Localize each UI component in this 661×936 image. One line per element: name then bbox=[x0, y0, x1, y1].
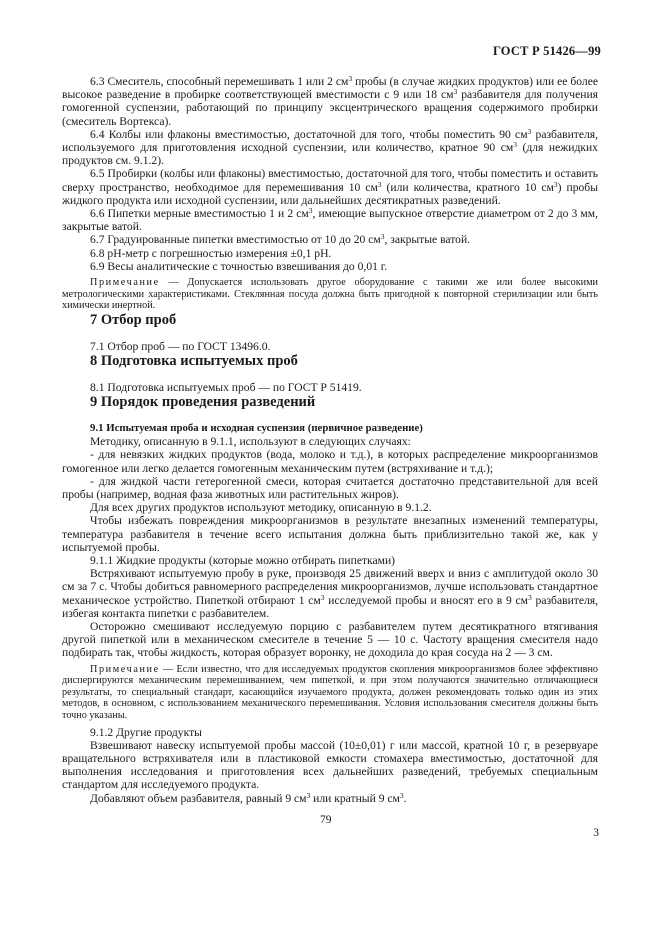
paragraph-weigh: Взвешивают навеску испытуемой пробы массой (10±0,01) г или массой, кратной 10 г, в резервуаре вращательного встряхивателя или в пластиковой емкости стомахера вместимостью, достаточной для выполнения исследования и приготовления всех дальнейших разведений, требуемых специальным стандартом для исследуемого продукта. bbox=[62, 738, 598, 792]
document-body bbox=[62, 75, 598, 805]
note-equipment bbox=[62, 277, 598, 312]
superscript: 3 bbox=[306, 790, 311, 800]
paragraph-6-8: 6.8 pH-метр с погрешностью измерения ±0,1 pH. bbox=[90, 246, 332, 260]
text-span: 6.3 Смеситель, способный перемешивать 1 или 2 см bbox=[90, 75, 349, 88]
text-span: или кратный 9 см bbox=[310, 791, 400, 805]
text-span: пробы (в случае жидких продуктов) или ее более высокое разведение в пробирке соответствующей вместимости с 9 или 18 см bbox=[62, 75, 598, 102]
section-9-title: 9 Порядок проведения разведений bbox=[90, 394, 316, 411]
paragraph-7-1: 7.1 Отбор проб — по ГОСТ 13496.0. bbox=[90, 339, 271, 353]
section-8-title: 8 Подготовка испытуемых проб bbox=[90, 353, 298, 370]
text-span: 6.4 Колбы или флаконы вместимостью, достаточной для того, чтобы поместить 90 см bbox=[90, 127, 528, 141]
note-text: — Если известно, что для исследуемых продуктов скопления микроорганизмов более эффективно диспергируются механическим перемешиванием, чем пипеткой, и при этом получаются значительно отличающиеся результаты, то специальный стандарт, касающийся изучаемого продукта, должен рекомендовать только один из этих методов, в основном, с использованием механического перемешивания. Условия использования смесителя должны быть точно указаны. bbox=[62, 663, 598, 722]
list-item-dash-1: - для невязких жидких продуктов (вода, молоко и т.д.), в которых распределение микроорганизмов гомогенное или легко делается гомогенным механическим путем (встряхивание и т.д.); bbox=[62, 448, 598, 475]
text-span: разбавителя, избегая контакта пипетки с разбавителем. bbox=[62, 593, 598, 620]
superscript: 3 bbox=[453, 87, 458, 97]
superscript: 3 bbox=[348, 74, 353, 83]
paragraph-6-9: 6.9 Весы аналитические с точностью взвешивания до 0,01 г. bbox=[90, 259, 388, 273]
text-span: (для нежидких продуктов см. 9.1.2). bbox=[62, 141, 598, 168]
paragraph-9-1-1-title: 9.1.1 Жидкие продукты (которые можно отбирать пипетками) bbox=[90, 554, 396, 568]
superscript: 3 bbox=[380, 232, 385, 242]
superscript: 3 bbox=[553, 179, 558, 189]
note-label: Примечание bbox=[90, 663, 160, 675]
superscript: 3 bbox=[377, 179, 382, 189]
text-span: 6.7 Градуированные пипетки вместимостью от 10 до 20 см bbox=[90, 233, 381, 247]
superscript: 3 bbox=[308, 206, 313, 216]
paragraph-6-6 bbox=[62, 207, 598, 233]
note-label: Примечание bbox=[90, 277, 160, 289]
superscript: 3 bbox=[513, 140, 517, 150]
text-span: , закрытые ватой. bbox=[384, 233, 471, 247]
section-7-title: 7 Отбор проб bbox=[90, 311, 177, 328]
paragraph-method: Методику, описанную в 9.1.1, используют в следующих случаях: bbox=[90, 435, 411, 449]
text-span: исследуемой пробы и вносят его в 9 см bbox=[324, 593, 529, 607]
paragraph-8-1: 8.1 Подготовка испытуемых проб — по ГОСТ Р 51419. bbox=[90, 381, 362, 395]
paragraph-shake bbox=[62, 567, 598, 620]
subsection-9-1-title: 9.1 Испытуемая проба и исходная суспензия (первичное разведение) bbox=[90, 422, 423, 435]
note-mixing bbox=[62, 664, 598, 722]
text-span: ) пробы жидкого продукта или исходной суспензии, или дальнейших десятикратных разведений. bbox=[62, 180, 598, 207]
superscript: 3 bbox=[320, 592, 325, 602]
text-span: 6.5 Пробирки (колбы или флаконы) вместимостью, достаточной для того, чтобы поместить и оставить сверху пространство, необходимое для перемешивания 10 см bbox=[62, 167, 598, 194]
text-span: Встряхивают испытуемую пробу в руке, производя 25 движений вверх и вниз с амплитудой около 30 см за 7 с. Чтобы добиться равномерного распределения микроорганизмов, лучше использовать стандартное механическое устройство. Пипеткой отбирают 1 см bbox=[62, 567, 598, 607]
paragraph-temperature: Чтобы избежать повреждения микроорганизмов в результате внезапных изменений температуры, температура разбавителя в течение всего испытания должна быть приблизительно такой же, как у испытуемой пробы. bbox=[62, 514, 598, 554]
note-text: — Допускается использовать другое оборудование с такими же или более высокими метрологическими характеристиками. Стеклянная посуда должна быть пригодной к повторной стерилизации или быть химически инертной. bbox=[62, 277, 598, 312]
page-number-right: 3 bbox=[593, 827, 599, 839]
text-span: Добавляют объем разбавителя, равный 9 см bbox=[90, 791, 307, 805]
text-span: (или количества, кратного 10 см bbox=[381, 180, 554, 194]
text-span: . bbox=[403, 791, 407, 805]
paragraph-other-products: Для всех других продуктов используют методику, описанную в 9.1.2. bbox=[90, 501, 432, 515]
text-span: , имеющие выпускное отверстие диаметром от 2 до 3 мм, закрытые ватой. bbox=[62, 207, 598, 234]
superscript: 3 bbox=[399, 790, 404, 800]
text-span: 6.6 Пипетки мерные вместимостью 1 и 2 см bbox=[90, 207, 309, 221]
paragraph-add-diluent bbox=[62, 792, 598, 805]
paragraph-mix: Осторожно смешивают исследуемую порцию с разбавителем путем десятикратного втягивания другой пипеткой или в механическом смесителе в течение 5 — 10 с. Частоту вращения смесителя надо подбирать так, чтобы жидкость, которая образует воронку, не доходила до края сосуда на 2 — 3 см. bbox=[62, 620, 598, 660]
superscript: 3 bbox=[527, 126, 532, 136]
page-number-center: 79 bbox=[320, 814, 332, 826]
paragraph-9-1-2-title: 9.1.2 Другие продукты bbox=[90, 725, 202, 739]
paragraph-6-3 bbox=[62, 75, 598, 128]
document-code: ГОСТ Р 51426—99 bbox=[492, 44, 601, 58]
superscript: 3 bbox=[528, 592, 532, 602]
list-item-dash-2: - для жидкой части гетерогенной смеси, которая считается достаточно представительной для всей пробы (например, водная фаза животных или растительных жиров). bbox=[62, 474, 598, 502]
paragraph-6-7 bbox=[62, 233, 598, 246]
paragraph-6-5 bbox=[62, 167, 598, 207]
text-span: разбавителя для получения гомогенной суспензии, работающий по принципу эксцентрического вращения содержимого пробирки (смеситель Вортекса). bbox=[62, 88, 598, 128]
text-span: разбавителя, используемого для приготовления исходной суспензии, или количество, кратное 90 см bbox=[62, 127, 598, 155]
paragraph-6-4 bbox=[62, 128, 598, 168]
